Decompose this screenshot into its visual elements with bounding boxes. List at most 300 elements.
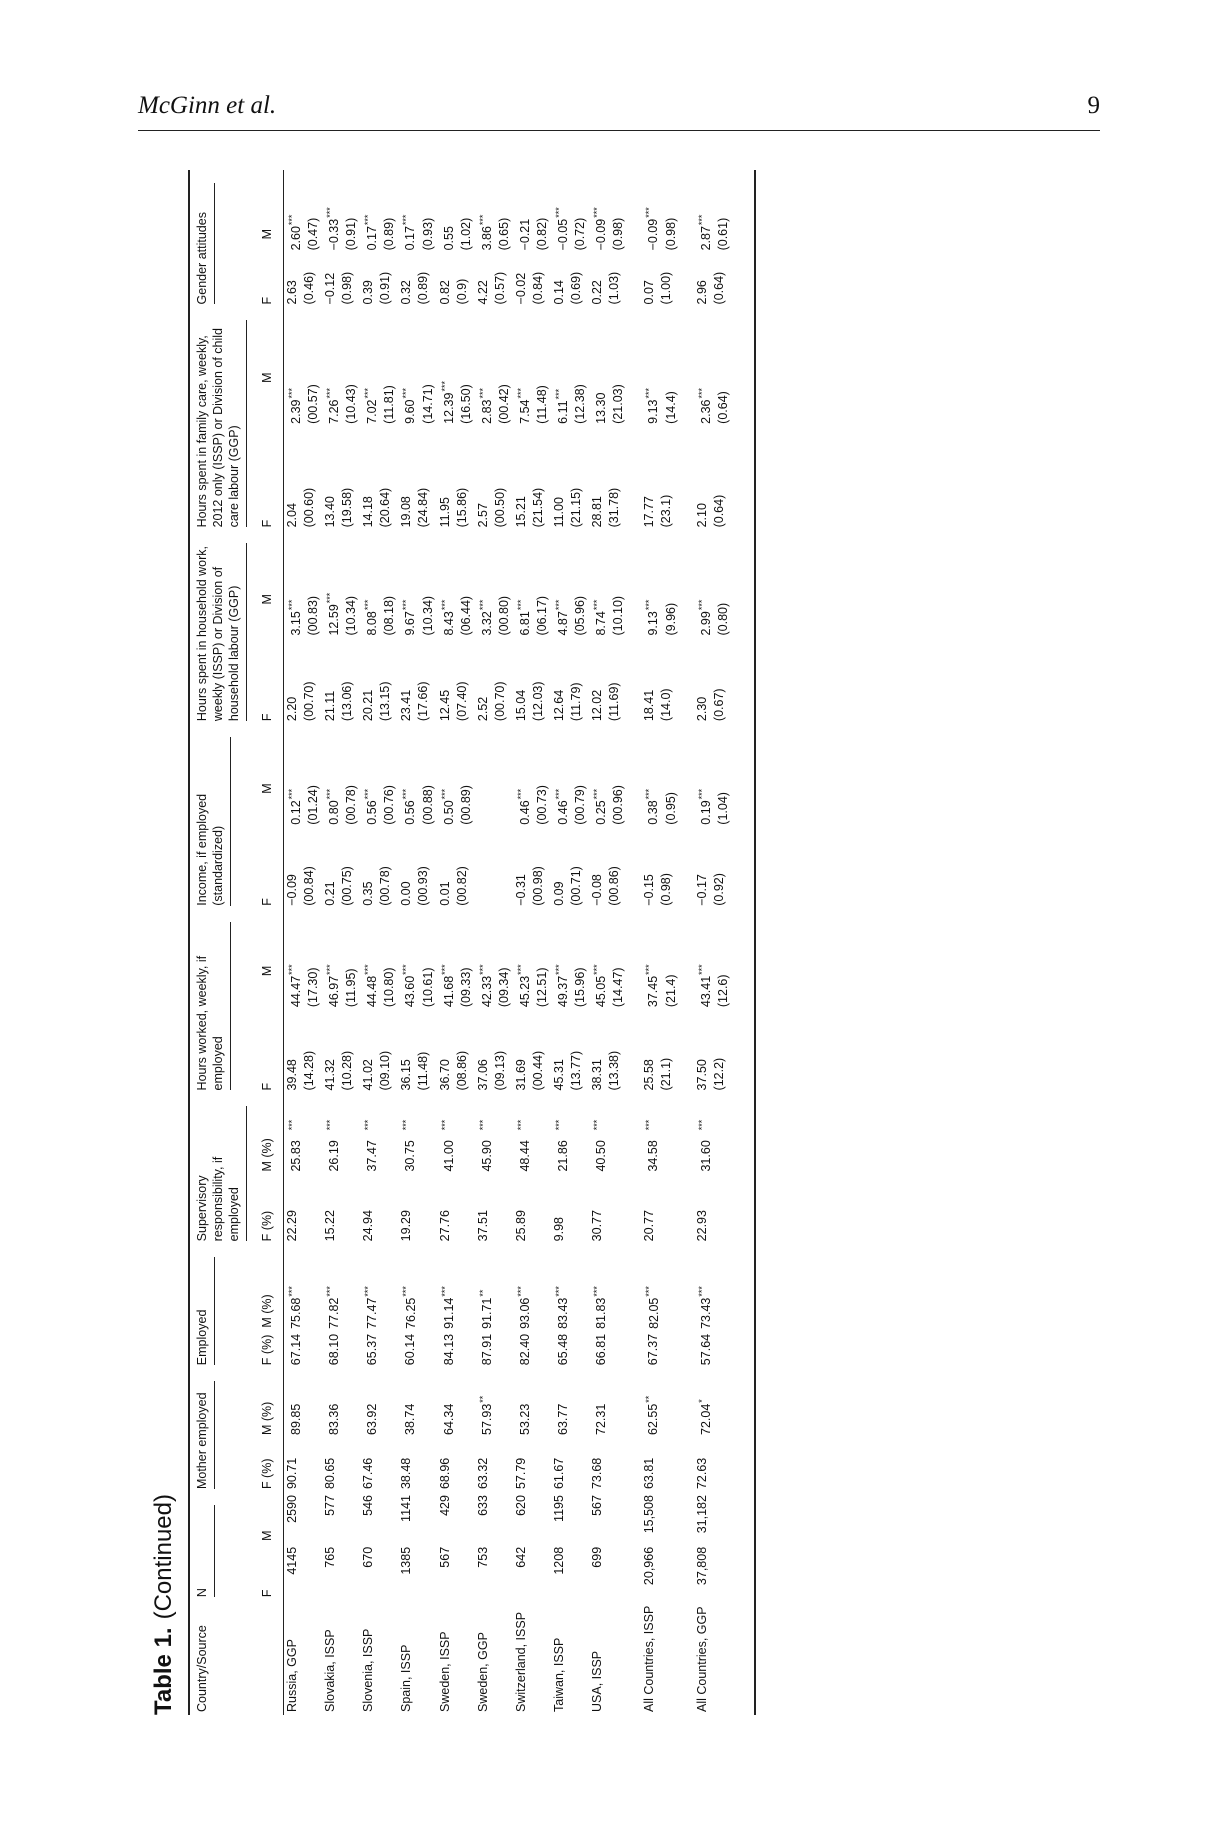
hours-worked-f-sd: (10.28) [340, 1050, 355, 1091]
income-m-sd: (00.79) [573, 785, 588, 825]
supervisory-f: 30.77 [590, 1210, 605, 1242]
n-male: 1141 [399, 1495, 414, 1522]
significance: *** [325, 387, 336, 399]
header-gender-attitudes: Gender attitudes [189, 170, 251, 307]
gender-attitudes-f: 0.22 [590, 280, 605, 305]
hours-worked-m: 42.33 [479, 975, 494, 1008]
significance: *** [644, 964, 655, 975]
hours-worked-m: 49.37 [556, 975, 571, 1008]
supervisory-m: 34.58 [646, 1140, 661, 1172]
header-family-care: Hours spent in family care, weekly, 2012 only (ISSP) or Division of child care labour (GGP) [189, 307, 251, 530]
table-row [322, 170, 360, 1715]
family-care-m: 13.30 [594, 392, 609, 424]
income-f-sd: (00.84) [302, 866, 316, 906]
significance: *** [554, 207, 565, 218]
n-male: 429 [437, 1495, 452, 1516]
significance: *** [477, 599, 488, 611]
household-m: 6.81 [518, 611, 533, 636]
employed-f: 65.37 [365, 1333, 380, 1366]
family-care-f-sd: (31.78) [607, 487, 622, 528]
household-f: 2.30 [694, 696, 709, 722]
income-m-sd: (00.76) [382, 785, 397, 825]
gender-attitudes-f-sd: (0.98) [340, 271, 355, 305]
country-name: Russia, GGP [285, 1639, 299, 1712]
significance: *** [363, 964, 374, 975]
hours-worked-f-sd: (12.2) [711, 1057, 726, 1091]
gender-attitudes-f: 4.22 [475, 280, 490, 305]
income-f-sd: (0.92) [711, 873, 726, 906]
significance: *** [325, 964, 336, 975]
significance: *** [592, 1119, 603, 1131]
hours-worked-f: 37.06 [475, 1059, 490, 1091]
household-f: 2.20 [285, 696, 299, 722]
household-m: 9.67 [403, 611, 418, 636]
table-row [360, 170, 398, 1715]
income-m: 0.46 [518, 800, 533, 825]
significance: *** [477, 1119, 488, 1131]
family-care-f-sd: (21.54) [530, 487, 545, 528]
family-care-f: 15.21 [513, 496, 528, 528]
household-f-sd: (13.15) [378, 681, 393, 722]
supervisory-f: 27.76 [437, 1210, 452, 1242]
significance: *** [477, 387, 488, 399]
hours-worked-m-sd: (11.95) [344, 968, 359, 1008]
household-m-sd: (06.44) [458, 595, 473, 636]
significance: *** [401, 964, 412, 975]
significance: *** [592, 1286, 603, 1297]
hours-worked-f-sd: (13.38) [607, 1050, 622, 1091]
sub-f: F [251, 427, 284, 531]
gender-attitudes-f: 0.82 [437, 280, 452, 305]
income-f: −0.08 [590, 874, 605, 906]
gender-attitudes-m: 2.87 [698, 226, 713, 251]
family-care-m-sd: (12.38) [573, 384, 588, 424]
significance: *** [592, 599, 603, 611]
significance: *** [592, 207, 603, 218]
family-care-m: 9.60 [403, 399, 418, 424]
significance: *** [439, 964, 450, 975]
table-row [437, 170, 475, 1715]
hours-worked-f-sd: (14.28) [302, 1050, 316, 1091]
hours-worked-m: 44.47 [289, 975, 304, 1008]
family-care-f-sd: (00.60) [302, 487, 316, 528]
income-m: 0.56 [403, 800, 418, 825]
income-f: 0.00 [399, 881, 414, 906]
page-number: 9 [1087, 92, 1100, 119]
country-name: Taiwan, ISSP [552, 1637, 567, 1712]
household-f: 15.04 [513, 689, 528, 722]
hours-worked-f: 41.02 [361, 1059, 376, 1091]
significance: *** [477, 964, 488, 975]
hours-worked-m: 43.41 [698, 975, 713, 1008]
significance: *** [515, 1119, 526, 1131]
significance: ** [644, 1395, 655, 1403]
gender-attitudes-m: −0.21 [518, 218, 533, 251]
family-care-m-sd: (11.48) [535, 385, 550, 424]
household-f-sd: (00.70) [492, 681, 507, 722]
employed-m: 76.25 [403, 1297, 418, 1329]
household-f: 12.02 [590, 689, 605, 722]
significance: *** [696, 387, 707, 399]
hours-worked-f-sd: (21.1) [659, 1057, 674, 1091]
family-care-m-sd: (00.42) [496, 384, 511, 424]
income-m-sd: (00.88) [420, 785, 435, 825]
hours-worked-m: 44.48 [365, 975, 380, 1008]
sub-f-pct: F (%) [251, 1175, 284, 1245]
mother-employed-f: 68.96 [437, 1457, 452, 1490]
employed-f: 66.81 [594, 1333, 609, 1366]
country-name: All Countries, ISSP [642, 1605, 657, 1712]
n-female: 37,808 [694, 1546, 709, 1586]
gender-attitudes-m-sd: (0.98) [663, 217, 678, 251]
significance: *** [696, 788, 707, 800]
family-care-m-sd: (0.64) [715, 391, 730, 424]
running-header [138, 90, 1100, 131]
significance: *** [363, 387, 374, 399]
significance: *** [439, 1286, 450, 1297]
hours-worked-m-sd: (21.4) [663, 974, 678, 1008]
n-male: 577 [323, 1495, 338, 1516]
significance: *** [439, 381, 450, 392]
gender-attitudes-f-sd: (0.64) [711, 271, 726, 305]
significance: *** [363, 1286, 374, 1297]
significance: *** [696, 214, 707, 226]
gender-attitudes-f: 0.39 [361, 280, 376, 305]
hours-worked-f-sd: (00.44) [530, 1050, 545, 1091]
country-name: USA, ISSP [590, 1650, 605, 1712]
mother-employed-f: 72.63 [694, 1457, 709, 1490]
gender-attitudes-m-sd: (0.89) [382, 217, 397, 251]
mother-employed-f: 90.71 [285, 1457, 299, 1490]
family-care-m: 2.83 [479, 399, 494, 424]
significance: *** [696, 964, 707, 975]
n-male: 620 [513, 1495, 528, 1516]
supervisory-f: 19.29 [399, 1210, 414, 1242]
mother-employed-m: 72.04 [698, 1403, 713, 1435]
family-care-f-sd: (15.86) [454, 487, 469, 528]
gender-attitudes-m-sd: (0.47) [306, 217, 321, 251]
family-care-m: 2.36 [698, 399, 713, 424]
employed-f: 57.64 [698, 1333, 713, 1366]
household-m: 3.32 [479, 611, 494, 636]
n-female: 699 [590, 1546, 605, 1568]
gender-attitudes-m-sd: (0.72) [573, 217, 588, 251]
significance: *** [554, 1286, 565, 1297]
significance: *** [439, 788, 450, 800]
gender-attitudes-f: −0.02 [513, 272, 528, 305]
gender-attitudes-m-sd: (0.98) [611, 217, 626, 251]
header-n: N [189, 1492, 251, 1600]
significance: *** [644, 1286, 655, 1297]
income-f-sd: (00.78) [378, 866, 393, 906]
household-f: 12.64 [552, 689, 567, 722]
gender-attitudes-f-sd: (0.46) [302, 271, 316, 305]
family-care-f: 11.00 [552, 497, 567, 528]
sub-f: F [251, 253, 284, 307]
hours-worked-m-sd: (09.34) [496, 967, 511, 1008]
family-care-m: 12.39 [441, 392, 456, 424]
significance: *** [325, 207, 336, 218]
family-care-m: 7.02 [365, 399, 380, 424]
hours-worked-f-sd: (13.77) [569, 1050, 584, 1091]
significance: *** [363, 599, 374, 611]
country-name: All Countries, GGP [694, 1606, 709, 1712]
running-head-authors: McGinn et al. [138, 92, 277, 119]
household-m-sd: (00.83) [306, 595, 321, 636]
family-care-m: 7.26 [327, 399, 342, 424]
hours-worked-m: 41.68 [441, 975, 456, 1008]
income-f: 0.01 [437, 881, 452, 906]
significance: *** [325, 592, 336, 604]
significance: *** [325, 788, 336, 800]
family-care-f: 13.40 [323, 496, 338, 528]
income-m: 0.46 [556, 800, 571, 825]
gender-attitudes-f-sd: (1.00) [659, 271, 674, 305]
employed-m: 75.68 [289, 1297, 304, 1329]
income-m: 0.25 [594, 800, 609, 825]
household-f-sd: (0.67) [711, 688, 726, 722]
n-male: 1195 [552, 1495, 567, 1522]
significance: *** [363, 214, 374, 226]
income-f: 0.09 [552, 881, 567, 906]
table-row [284, 170, 323, 1715]
significance: *** [592, 788, 603, 800]
income-m-sd: (00.78) [344, 785, 359, 825]
hours-worked-m: 46.97 [327, 975, 342, 1008]
n-female: 670 [361, 1546, 376, 1568]
significance: *** [696, 1119, 707, 1131]
gender-attitudes-m: 3.86 [479, 226, 494, 251]
income-m-sd: (1.04) [715, 792, 730, 825]
family-care-f-sd: (24.84) [416, 487, 431, 528]
employed-m: 81.83 [594, 1297, 609, 1329]
income-m-sd: (00.96) [611, 785, 626, 825]
family-care-m: 7.54 [518, 399, 533, 424]
family-care-m-sd: (14.4) [663, 391, 678, 424]
household-f-sd: (00.70) [302, 681, 316, 722]
supervisory-m: 26.19 [327, 1140, 342, 1172]
household-f: 21.11 [323, 690, 338, 722]
family-care-f-sd: (21.15) [569, 487, 584, 528]
hours-worked-f: 39.48 [285, 1059, 299, 1091]
employed-f: 68.10 [327, 1333, 342, 1366]
income-f: −0.31 [513, 874, 528, 906]
header-income: Income, if employed (standardized) [189, 724, 251, 909]
significance: *** [554, 388, 565, 400]
family-care-m: 9.13 [646, 399, 661, 424]
family-care-f: 14.18 [361, 496, 376, 528]
supervisory-m: 21.86 [556, 1140, 571, 1172]
mother-employed-m: 62.55 [646, 1403, 661, 1435]
data-table [188, 170, 756, 1715]
gender-attitudes-f-sd: (0.9) [454, 278, 469, 305]
sub-f: F [251, 639, 284, 725]
income-m: 0.19 [698, 800, 713, 825]
household-f-sd: (13.06) [340, 681, 355, 722]
table-row [627, 170, 679, 1715]
income-f: −0.17 [694, 874, 709, 906]
gender-attitudes-m: −0.09 [646, 218, 661, 251]
supervisory-f: 22.93 [694, 1210, 709, 1242]
mother-employed-m: 63.92 [365, 1403, 380, 1435]
income-f: −0.15 [642, 874, 657, 906]
sub-m: M [251, 307, 284, 426]
mother-employed-f: 80.65 [323, 1457, 338, 1490]
family-care-m-sd: (14.71) [420, 384, 435, 424]
household-f-sd: (12.03) [530, 681, 545, 722]
employed-m: 73.43 [698, 1297, 713, 1329]
income-f-sd: (0.98) [659, 873, 674, 906]
gender-attitudes-m: 0.55 [441, 226, 456, 251]
family-care-m-sd: (16.50) [458, 384, 473, 424]
significance: *** [644, 788, 655, 800]
significance: *** [644, 599, 655, 611]
header-household-work: Hours spent in household work, weekly (ISSP) or Division of household labour (GGP) [189, 530, 251, 724]
hours-worked-m-sd: (12.51) [535, 967, 550, 1008]
header-supervisory: Supervisory responsibility, if employed [189, 1093, 251, 1244]
n-female: 753 [475, 1546, 490, 1568]
n-male: 567 [590, 1495, 605, 1516]
table-row [398, 170, 436, 1715]
mother-employed-m: 83.36 [327, 1403, 342, 1435]
income-f: −0.09 [285, 874, 299, 906]
income-f: 0.21 [323, 881, 338, 906]
sub-m: M [251, 170, 284, 253]
significance: *** [515, 964, 526, 975]
sub-employed-pct: F (%) M (%) [251, 1244, 284, 1368]
family-care-m-sd: (11.81) [382, 385, 397, 424]
header-hours-worked: Hours worked, weekly, if employed [189, 909, 251, 1094]
family-care-m: 2.39 [289, 399, 304, 424]
household-m-sd: (08.18) [382, 595, 397, 636]
employed-m: 91.14 [441, 1297, 456, 1329]
hours-worked-f-sd: (09.13) [492, 1050, 507, 1091]
family-care-m-sd: (21.03) [611, 384, 626, 424]
supervisory-f: 9.98 [552, 1216, 567, 1242]
significance: ** [477, 1289, 488, 1297]
family-care-f-sd: (19.58) [340, 487, 355, 528]
gender-attitudes-f: 0.07 [642, 280, 657, 305]
n-female: 1208 [552, 1546, 567, 1575]
sub-f: F [251, 1544, 284, 1600]
household-f: 20.21 [361, 689, 376, 722]
mother-employed-f: 57.79 [513, 1457, 528, 1490]
income-m-sd: (00.89) [458, 785, 473, 825]
gender-attitudes-m: 0.17 [403, 226, 418, 251]
family-care-f: 2.10 [694, 503, 709, 528]
income-m: 0.12 [289, 800, 304, 825]
significance: *** [644, 387, 655, 399]
rotated-table-container [150, 170, 1080, 1715]
gender-attitudes-f-sd: (0.91) [378, 271, 393, 305]
gender-attitudes-m-sd: (0.61) [715, 217, 730, 251]
significance: *** [287, 1119, 297, 1131]
significance: *** [401, 1286, 412, 1297]
mother-employed-f: 67.46 [361, 1457, 376, 1490]
mother-employed-f: 63.81 [642, 1457, 657, 1490]
country-name: Slovakia, ISSP [323, 1629, 338, 1712]
table-row [589, 170, 627, 1715]
significance: *** [325, 1119, 336, 1131]
mother-employed-m: 53.23 [518, 1403, 533, 1435]
n-male: 2590 [285, 1495, 299, 1523]
income-m: 0.56 [365, 800, 380, 825]
income-f-sd: (00.75) [340, 866, 355, 906]
employed-m: 82.05 [646, 1297, 661, 1329]
hours-worked-f-sd: (11.48) [416, 1051, 431, 1091]
supervisory-f: 15.22 [323, 1210, 338, 1242]
household-m: 9.13 [646, 611, 661, 636]
significance: *** [696, 599, 707, 611]
mother-employed-m: 89.85 [289, 1403, 304, 1435]
significance: *** [696, 1286, 707, 1297]
employed-m: 77.82 [327, 1297, 342, 1329]
table-row [680, 170, 755, 1715]
significance: *** [439, 1119, 450, 1131]
gender-attitudes-m-sd: (0.91) [344, 217, 359, 251]
income-m-sd: (01.24) [306, 785, 321, 825]
mother-employed-m: 72.31 [594, 1403, 609, 1435]
hours-worked-f: 31.69 [513, 1059, 528, 1091]
mother-employed-f: 63.32 [475, 1457, 490, 1490]
family-care-f: 17.77 [642, 496, 657, 528]
mother-employed-m: 38.74 [403, 1403, 418, 1435]
significance: *** [287, 214, 297, 226]
family-care-f-sd: (00.50) [492, 487, 507, 528]
hours-worked-m-sd: (09.33) [458, 967, 473, 1008]
family-care-m: 6.11 [556, 400, 571, 424]
gender-attitudes-m-sd: (0.82) [535, 217, 550, 251]
hours-worked-f: 37.50 [694, 1059, 709, 1091]
header-country: Country/Source [195, 1625, 209, 1712]
family-care-f: 2.57 [475, 503, 490, 528]
gender-attitudes-f: 0.14 [552, 280, 567, 305]
hours-worked-m-sd: (10.80) [382, 967, 397, 1008]
hours-worked-m-sd: (10.61) [420, 967, 435, 1008]
significance: * [696, 1399, 707, 1403]
sub-f: F [251, 828, 284, 909]
household-m: 8.43 [441, 611, 456, 636]
mother-employed-f: 73.68 [590, 1457, 605, 1490]
employed-m: 77.47 [365, 1297, 380, 1329]
gender-attitudes-m-sd: (0.93) [420, 217, 435, 251]
employed-m: 91.71 [479, 1297, 494, 1329]
significance: *** [515, 788, 526, 800]
supervisory-m: 30.75 [403, 1140, 418, 1172]
gender-attitudes-m: −0.09 [594, 218, 609, 251]
family-care-f-sd: (0.64) [711, 494, 726, 528]
employed-f: 82.40 [518, 1333, 533, 1366]
hours-worked-m-sd: (15.96) [573, 967, 588, 1008]
income-m: 0.50 [441, 800, 456, 825]
significance: *** [554, 964, 565, 975]
sub-f-pct: F (%) [251, 1438, 284, 1492]
supervisory-m: 37.47 [365, 1140, 380, 1172]
n-female: 4145 [285, 1546, 299, 1575]
significance: *** [592, 964, 603, 975]
significance: ** [477, 1395, 488, 1403]
supervisory-m: 48.44 [518, 1140, 533, 1172]
significance: *** [554, 599, 565, 611]
n-male: 633 [475, 1495, 490, 1516]
household-m-sd: (10.34) [344, 595, 359, 636]
significance: *** [554, 788, 565, 800]
n-female: 20,966 [642, 1546, 657, 1586]
supervisory-m: 45.90 [479, 1140, 494, 1172]
employed-f: 60.14 [403, 1333, 418, 1366]
mother-employed-f: 38.48 [399, 1457, 414, 1490]
supervisory-f: 24.94 [361, 1210, 376, 1242]
